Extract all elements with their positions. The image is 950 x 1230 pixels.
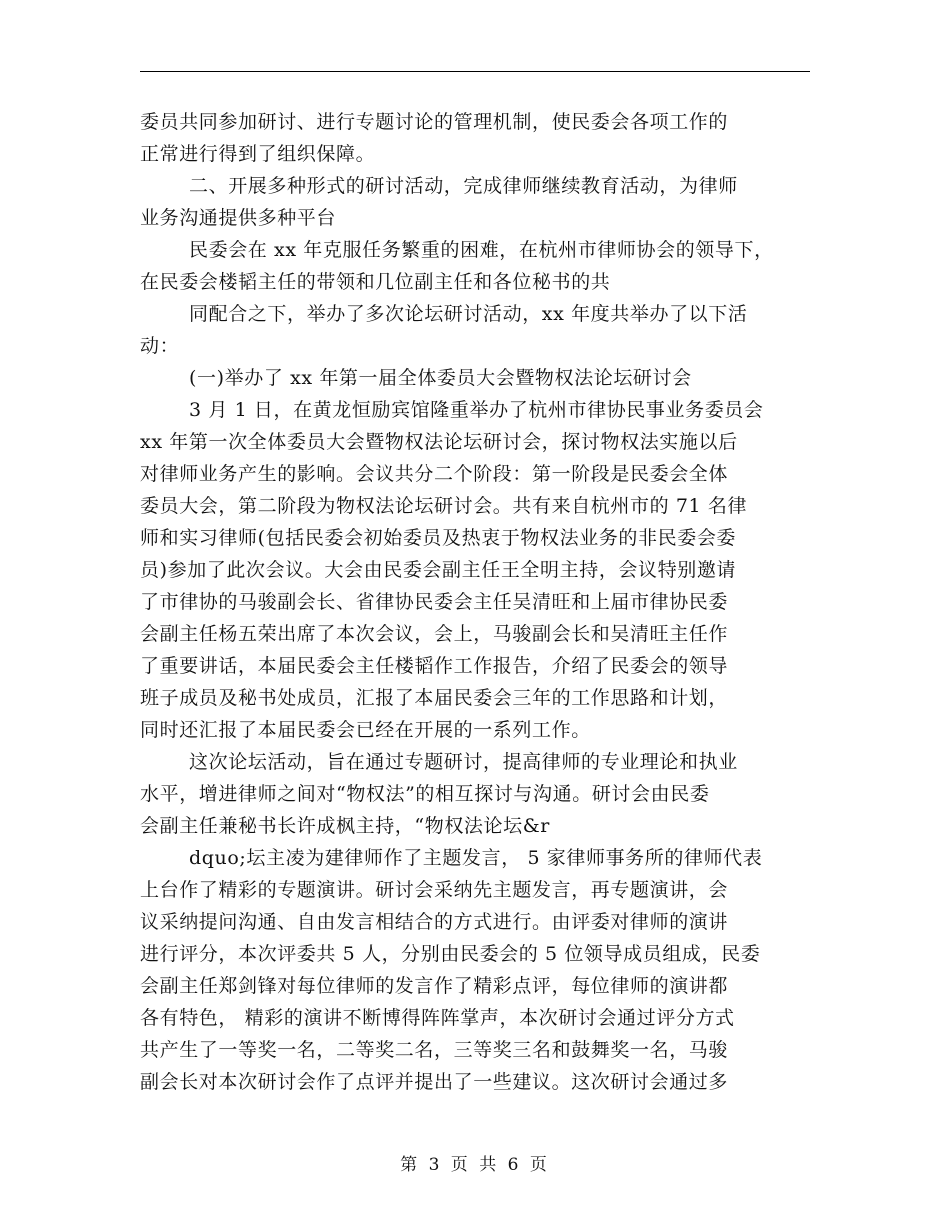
page-number-footer: 第 3 页 共 6 页: [400, 1155, 550, 1175]
text-line: 对律师业务产生的影响。会议共分二个阶段：第一阶段是民委会全体: [140, 463, 729, 485]
text-line: 副会长对本次研讨会作了点评并提出了一些建议。这次研讨会通过多: [140, 1071, 729, 1093]
text-line: 委员大会，第二阶段为物权法论坛研讨会。共有来自杭州市的 71 名律: [140, 495, 748, 517]
text-line: 进行评分，本次评委共 5 人，分别由民委会的 5 位领导成员组成，民委: [140, 943, 761, 965]
text-line: 师和实习律师(包括民委会初始委员及热衷于物权法业务的非民委会委: [140, 527, 737, 549]
text-line: 正常进行得到了组织保障。: [140, 143, 376, 165]
text-line: 这次论坛活动，旨在通过专题研讨，提高律师的专业理论和执业: [189, 751, 738, 773]
header-rule: [140, 71, 810, 72]
text-line: 上台作了精彩的专题演讲。研讨会采纳先主题发言，再专题演讲，会: [140, 879, 729, 901]
text-line: 议采纳提问沟通、自由发言相结合的方式进行。由评委对律师的演讲: [140, 911, 729, 933]
text-line: 了市律协的马骏副会长、省律协民委会主任吴清旺和上届市律协民委: [140, 591, 729, 613]
text-line: 委员共同参加研讨、进行专题讨论的管理机制，使民委会各项工作的: [140, 111, 729, 133]
text-line: 同配合之下，举办了多次论坛研讨活动，xx 年度共举办了以下活: [189, 303, 748, 325]
text-line: dquo;坛主凌为建律师作了主题发言， 5 家律师事务所的律师代表: [189, 847, 763, 869]
text-line: 会副主任郑剑锋对每位律师的发言作了精彩点评，每位律师的演讲都: [140, 975, 729, 997]
text-line: 水平，增进律师之间对“物权法”的相互探讨与沟通。研讨会由民委: [140, 783, 710, 805]
text-line: 同时还汇报了本届民委会已经在开展的一系列工作。: [140, 719, 591, 741]
text-line: 3 月 1 日，在黄龙恒励宾馆隆重举办了杭州市律协民事业务委员会: [189, 399, 764, 421]
text-line: xx 年第一次全体委员大会暨物权法论坛研讨会，探讨物权法实施以后: [140, 431, 738, 453]
text-line: 各有特色， 精彩的演讲不断博得阵阵掌声，本次研讨会通过评分方式: [140, 1007, 735, 1029]
text-line: 班子成员及秘书处成员，汇报了本届民委会三年的工作思路和计划，: [140, 687, 729, 709]
text-line: 会副主任杨五荣出席了本次会议，会上，马骏副会长和吴清旺主任作: [140, 623, 729, 645]
text-line: 了重要讲话，本届民委会主任楼韬作工作报告，介绍了民委会的领导: [140, 655, 729, 677]
text-line: 民委会在 xx 年克服任务繁重的困难，在杭州市律师协会的领导下，: [189, 239, 774, 261]
text-line: 在民委会楼韬主任的带领和几位副主任和各位秘书的共: [140, 271, 611, 293]
text-line: 会副主任兼秘书长许成枫主持，“物权法论坛&r: [140, 815, 550, 837]
subsection-heading: (一)举办了 xx 年第一届全体委员大会暨物权法论坛研讨会: [189, 367, 692, 389]
text-line: 员)参加了此次会议。大会由民委会副主任王全明主持，会议特别邀请: [140, 559, 737, 581]
section-heading: 业务沟通提供多种平台: [140, 207, 337, 229]
text-line: 共产生了一等奖一名，二等奖二名，三等奖三名和鼓舞奖一名，马骏: [140, 1039, 729, 1061]
text-line: 动：: [140, 335, 180, 357]
section-heading: 二、开展多种形式的研讨活动，完成律师继续教育活动，为律师: [189, 175, 738, 197]
